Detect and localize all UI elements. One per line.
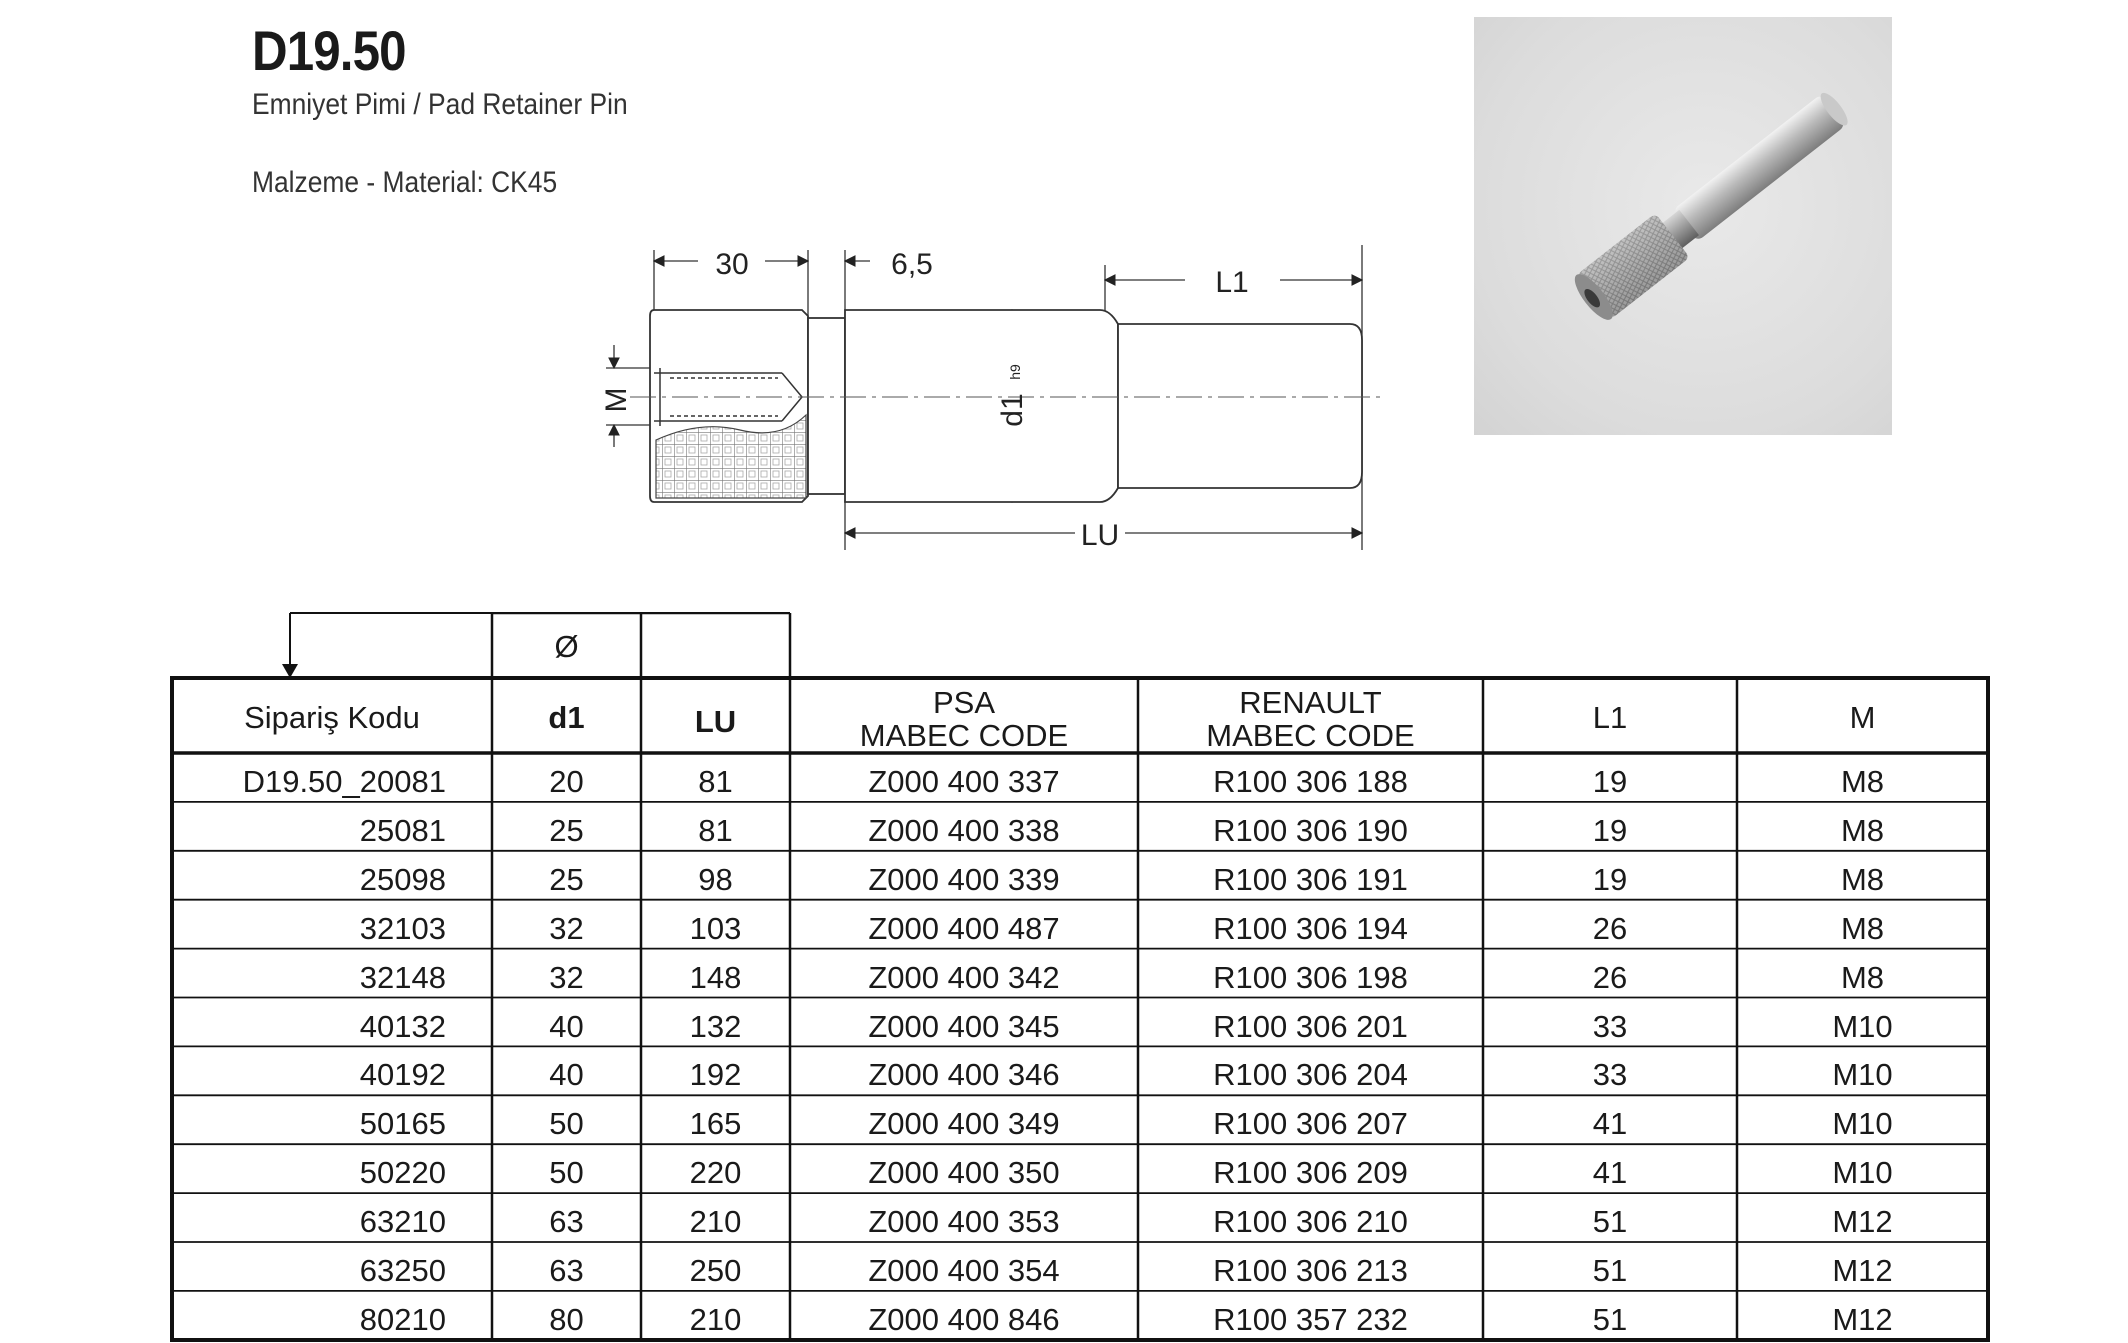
cell-m: M10 bbox=[1832, 1008, 1893, 1044]
cell-m: M8 bbox=[1840, 861, 1885, 897]
cell-lu: 132 bbox=[689, 1008, 742, 1044]
dim-30-label: 30 bbox=[715, 248, 749, 281]
cell-l1: 41 bbox=[1592, 1155, 1628, 1191]
cell-d1: 32 bbox=[549, 910, 584, 946]
cell-code: 50220 bbox=[359, 1155, 446, 1191]
cell-l1: 41 bbox=[1592, 1106, 1628, 1142]
cell-l1: 26 bbox=[1592, 910, 1628, 946]
cell-l1: 19 bbox=[1592, 764, 1628, 799]
dim-6-5-label: 6,5 bbox=[891, 248, 933, 281]
cell-m: M10 bbox=[1832, 1106, 1893, 1142]
diameter-symbol: Ø bbox=[554, 629, 579, 664]
cell-psa: Z000 400 337 bbox=[868, 764, 1060, 799]
cell-renault: R100 306 207 bbox=[1213, 1106, 1408, 1142]
cell-l1: 51 bbox=[1592, 1301, 1628, 1337]
cell-l1: 51 bbox=[1592, 1204, 1628, 1240]
cell-lu: 103 bbox=[689, 910, 742, 946]
cell-m: M8 bbox=[1840, 812, 1885, 848]
cell-psa: Z000 400 354 bbox=[868, 1253, 1060, 1288]
cell-code: 80210 bbox=[359, 1301, 446, 1337]
cell-l1: 33 bbox=[1592, 1057, 1628, 1093]
cell-renault: R100 306 201 bbox=[1213, 1008, 1408, 1044]
header-d1: d1 bbox=[548, 700, 585, 735]
cell-code: 63250 bbox=[359, 1253, 446, 1288]
cell-m: M8 bbox=[1840, 910, 1885, 946]
cell-psa: Z000 400 349 bbox=[868, 1106, 1060, 1142]
cell-lu: 210 bbox=[689, 1301, 742, 1337]
cell-renault: R100 306 210 bbox=[1213, 1204, 1408, 1240]
header-m: M bbox=[1849, 700, 1876, 735]
cell-d1: 40 bbox=[549, 1057, 584, 1093]
cell-l1: 19 bbox=[1592, 861, 1628, 897]
cell-psa: Z000 400 350 bbox=[868, 1155, 1060, 1191]
dim-d1-label: d1 bbox=[996, 393, 1029, 427]
cell-code: 25098 bbox=[359, 861, 446, 897]
dim-l1-label: L1 bbox=[1215, 266, 1249, 299]
cell-d1: 25 bbox=[549, 861, 584, 897]
cell-lu: 81 bbox=[698, 764, 733, 799]
cell-code: 63210 bbox=[359, 1204, 446, 1240]
cell-d1: 25 bbox=[549, 812, 584, 848]
technical-drawing bbox=[590, 240, 1380, 560]
cell-code: 32148 bbox=[359, 959, 446, 995]
cell-m: M12 bbox=[1832, 1204, 1893, 1240]
cell-code: 32103 bbox=[359, 910, 446, 946]
header-psa-mabec-code bbox=[790, 686, 1138, 752]
cell-lu: 220 bbox=[689, 1155, 742, 1191]
cell-m: M10 bbox=[1832, 1057, 1893, 1093]
product-photo bbox=[1474, 17, 1892, 435]
cell-renault: R100 306 188 bbox=[1213, 764, 1408, 799]
cell-code: D19.50_20081 bbox=[242, 764, 446, 799]
cell-code: 25081 bbox=[359, 812, 446, 848]
cell-m: M8 bbox=[1840, 959, 1885, 995]
header-siparis-kodu: Sipariş Kodu bbox=[244, 700, 420, 735]
cell-renault: R100 306 191 bbox=[1213, 861, 1408, 897]
cell-m: M8 bbox=[1840, 764, 1885, 799]
header-renault-line2: MABEC CODE bbox=[1206, 718, 1415, 753]
cell-code: 40192 bbox=[359, 1057, 446, 1093]
cell-l1: 19 bbox=[1592, 812, 1628, 848]
cell-l1: 33 bbox=[1592, 1008, 1628, 1044]
cell-renault: R100 306 213 bbox=[1213, 1253, 1408, 1288]
cell-d1: 63 bbox=[549, 1204, 584, 1240]
cell-d1: 20 bbox=[549, 764, 584, 799]
cell-psa: Z000 400 345 bbox=[868, 1008, 1060, 1044]
header-psa-line1: PSA bbox=[932, 685, 996, 720]
cell-renault: R100 306 204 bbox=[1213, 1057, 1408, 1093]
product-table bbox=[170, 612, 1990, 1342]
cell-renault: R100 357 232 bbox=[1213, 1301, 1408, 1337]
header-renault-mabec-code bbox=[1138, 686, 1483, 752]
cell-psa: Z000 400 339 bbox=[868, 861, 1060, 897]
cell-m: M10 bbox=[1832, 1155, 1893, 1191]
cell-psa: Z000 400 338 bbox=[868, 812, 1060, 848]
dim-lu-label: LU bbox=[1080, 519, 1120, 552]
cell-psa: Z000 400 346 bbox=[868, 1057, 1060, 1093]
dim-m-label: M bbox=[600, 387, 633, 413]
header-l1: L1 bbox=[1592, 700, 1628, 735]
cell-lu: 98 bbox=[698, 861, 733, 897]
header-psa-line2: MABEC CODE bbox=[859, 718, 1069, 753]
pad-retainer-pin-photo-icon bbox=[1474, 17, 1892, 435]
cell-renault: R100 306 198 bbox=[1213, 959, 1408, 995]
cell-lu: 250 bbox=[689, 1253, 742, 1288]
cell-renault: R100 306 190 bbox=[1213, 812, 1408, 848]
cell-psa: Z000 400 353 bbox=[868, 1204, 1060, 1240]
cell-d1: 40 bbox=[549, 1008, 584, 1044]
header-lu: LU bbox=[694, 704, 737, 739]
cell-lu: 81 bbox=[698, 812, 733, 848]
cell-l1: 26 bbox=[1592, 959, 1628, 995]
cell-m: M12 bbox=[1832, 1301, 1893, 1337]
cell-lu: 165 bbox=[689, 1106, 742, 1142]
cell-code: 50165 bbox=[359, 1106, 446, 1142]
cell-psa: Z000 400 846 bbox=[868, 1301, 1060, 1337]
dim-h9-label: h9 bbox=[1007, 364, 1023, 380]
cell-code: 40132 bbox=[359, 1008, 446, 1044]
sort-arrow-icon bbox=[282, 664, 298, 678]
cell-d1: 50 bbox=[549, 1106, 584, 1142]
cell-psa: Z000 400 487 bbox=[868, 910, 1060, 946]
cell-lu: 148 bbox=[689, 959, 742, 995]
cell-d1: 32 bbox=[549, 959, 584, 995]
product-title: D19.50 bbox=[252, 19, 406, 82]
cell-d1: 63 bbox=[549, 1253, 584, 1288]
cell-psa: Z000 400 342 bbox=[868, 959, 1060, 995]
cell-m: M12 bbox=[1832, 1253, 1893, 1288]
cell-l1: 51 bbox=[1592, 1253, 1628, 1288]
cell-renault: R100 306 194 bbox=[1213, 910, 1408, 946]
product-subtitle: Emniyet Pimi / Pad Retainer Pin bbox=[252, 88, 628, 121]
header-renault-line1: RENAULT bbox=[1239, 685, 1382, 720]
cell-renault: R100 306 209 bbox=[1213, 1155, 1408, 1191]
cell-d1: 80 bbox=[549, 1301, 584, 1337]
cell-d1: 50 bbox=[549, 1155, 584, 1191]
cell-lu: 210 bbox=[689, 1204, 742, 1240]
material-label: Malzeme - Material: CK45 bbox=[252, 166, 558, 199]
cell-lu: 192 bbox=[689, 1057, 742, 1093]
